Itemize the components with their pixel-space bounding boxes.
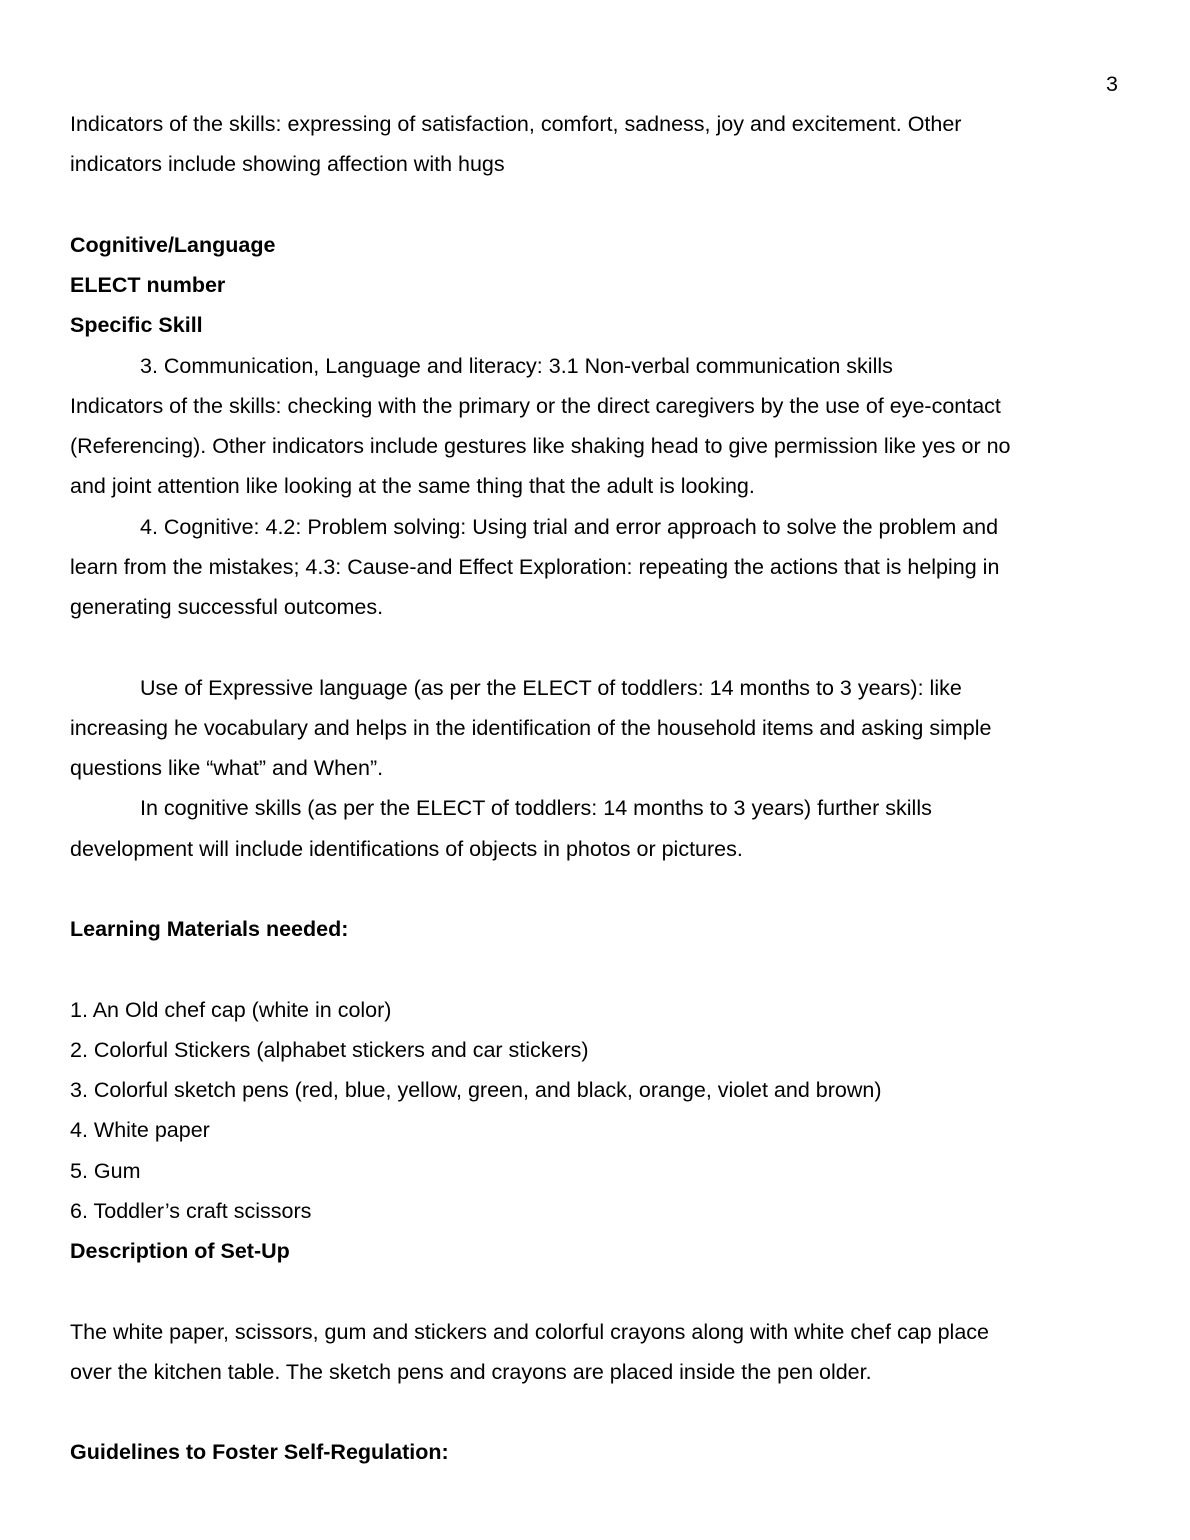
paragraph-line: questions like “what” and When”. (70, 756, 384, 780)
list-item: 3. Colorful sketch pens (red, blue, yellow, green, and black, orange, violet and brown) (70, 1078, 882, 1102)
heading-elect-number: ELECT number (70, 273, 226, 297)
cognitive-skills-paragraph: In cognitive skills (as per the ELECT of toddlers: 14 months to 3 years) further skills (140, 796, 932, 821)
skill-cognitive: 4. Cognitive: 4.2: Problem solving: Using trial and error approach to solve the problem and (140, 514, 999, 539)
heading-specific-skill: Specific Skill (70, 313, 203, 338)
heading-learning-materials: Learning Materials needed: (70, 917, 349, 941)
paragraph-line: over the kitchen table. The sketch pens and crayons are placed inside the pen older. (70, 1359, 872, 1384)
paragraph-line: Indicators of the skills: checking with the primary or the direct caregivers by the use of eye-contact (70, 393, 1001, 418)
paragraph-line: increasing he vocabulary and helps in the identification of the household items and asking simple (70, 715, 992, 740)
list-item: 4. White paper (70, 1118, 210, 1143)
heading-cognitive-language: Cognitive/Language (70, 232, 276, 257)
paragraph-line: Indicators of the skills: expressing of satisfaction, comfort, sadness, joy and excitement. Other (70, 112, 962, 136)
blank-line (70, 1392, 1100, 1432)
list-item: 2. Colorful Stickers (alphabet stickers and car stickers) (70, 1037, 589, 1062)
paragraph-line: (Referencing). Other indicators include gestures like shaking head to give permission like yes or no (70, 434, 1011, 458)
blank-line (70, 1271, 1100, 1311)
heading-guidelines: Guidelines to Foster Self-Regulation: (70, 1440, 449, 1465)
blank-line (70, 185, 1100, 225)
paragraph-line: and joint attention like looking at the same thing that the adult is looking. (70, 474, 755, 499)
blank-line (70, 949, 1100, 989)
expressive-language-paragraph: Use of Expressive language (as per the ELECT of toddlers: 14 months to 3 years): like (140, 675, 962, 700)
heading-description-setup: Description of Set-Up (70, 1239, 290, 1263)
document-body (70, 104, 1100, 1473)
list-item: 5. Gum (70, 1158, 141, 1183)
paragraph-line: generating successful outcomes. (70, 595, 384, 619)
skill-communication: 3. Communication, Language and literacy: 3.1 Non-verbal communication skills (140, 353, 893, 378)
blank-line (70, 627, 1100, 667)
paragraph-line: The white paper, scissors, gum and stickers and colorful crayons along with white chef cap place (70, 1319, 989, 1344)
paragraph-line: indicators include showing affection with hugs (70, 152, 505, 177)
paragraph-line: development will include identifications of objects in photos or pictures. (70, 836, 743, 861)
page-number: 3 (1106, 72, 1118, 96)
paragraph-line: learn from the mistakes; 4.3: Cause-and Effect Exploration: repeating the actions that is helping in (70, 554, 1000, 579)
list-item: 6. Toddler’s craft scissors (70, 1198, 312, 1223)
list-item: 1. An Old chef cap (white in color) (70, 997, 392, 1022)
blank-line (70, 869, 1100, 909)
